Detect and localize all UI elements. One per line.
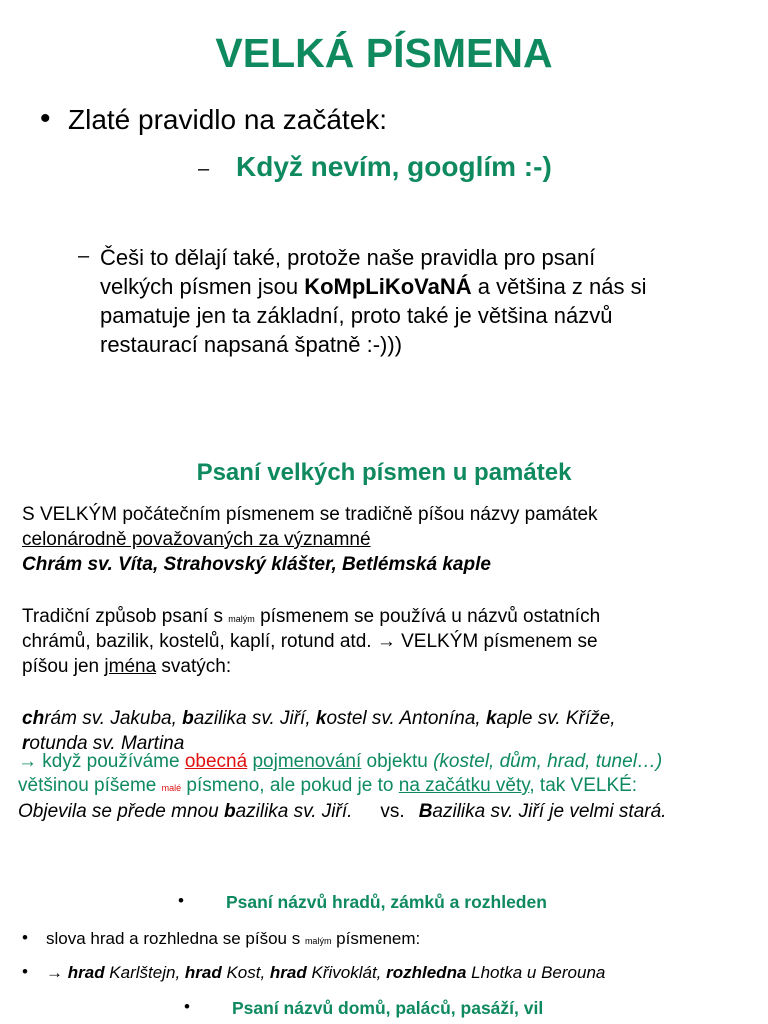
bullet-marker: • — [184, 997, 190, 1016]
section-heading-monuments: Psaní velkých písmen u památek — [196, 459, 572, 486]
note-line: → když používáme obecná pojmenování objektu (kostel, dům, hrad, tunel…) — [18, 751, 663, 772]
section-heading-castles: Psaní názvů hradů, zámků a rozhleden — [226, 892, 547, 912]
example-line: rotunda sv. Martina — [22, 733, 185, 754]
bullet-marker: • — [40, 102, 51, 135]
text-line: pamatuje jen ta základní, proto také je většina názvů — [100, 303, 613, 328]
text-line: velkých písmen jsou KoMpLiKoVaNÁ a většina z nás si — [100, 274, 647, 299]
text-line: restaurací napsaná špatně :-))) — [100, 332, 403, 357]
text-line: chrámů, bazilik, kostelů, kaplí, rotund atd. → VELKÝM písmenem se — [22, 631, 598, 652]
example-line: Objevila se přede mnou bazilika sv. Jiří. vs. Bazilika sv. Jiří je velmi stará. — [18, 801, 667, 822]
note-line: většinou píšeme malé písmeno, ale pokud je to na začátku věty, tak VELKÉ: — [18, 775, 638, 796]
page-title: VELKÁ PÍSMENA — [215, 30, 553, 76]
example-line: Chrám sv. Víta, Strahovský klášter, Betlémská kaple — [22, 554, 491, 575]
bullet-marker: • — [22, 928, 28, 947]
text-line: Tradiční způsob psaní s malým písmenem se používá u názvů ostatních — [22, 606, 601, 627]
bullet-marker: • — [178, 891, 184, 910]
text-line: celonárodně považovaných za významné — [22, 529, 371, 550]
bullet-golden-rule: Zlaté pravidlo na začátek: — [68, 104, 388, 135]
text-line: Češi to dělají také, protože naše pravidla pro psaní — [100, 245, 596, 270]
dash-marker: – — [198, 158, 210, 180]
dash-marker: – — [78, 245, 90, 267]
section-heading-houses: Psaní názvů domů, paláců, pasáží, vil — [232, 998, 544, 1018]
text-line: píšou jen jména svatých: — [22, 656, 232, 677]
list-item: → hrad Karlštejn, hrad Kost, hrad Křivoklát, rozhledna Lhotka u Berouna — [46, 963, 606, 982]
list-item: slova hrad a rozhledna se píšou s malým písmenem: — [46, 929, 421, 948]
text-line: S VELKÝM počátečním písmenem se tradičně píšou názvy památek — [22, 504, 598, 525]
example-line: chrám sv. Jakuba, bazilika sv. Jiří, kostel sv. Antonína, kaple sv. Kříže, — [22, 708, 616, 729]
sub-item-complicated — [100, 243, 740, 359]
emphasis-word: KoMpLiKoVaNÁ — [304, 274, 472, 299]
sub-item-google: Když nevím, googlím :-) — [236, 151, 552, 182]
bullet-marker: • — [22, 962, 28, 981]
